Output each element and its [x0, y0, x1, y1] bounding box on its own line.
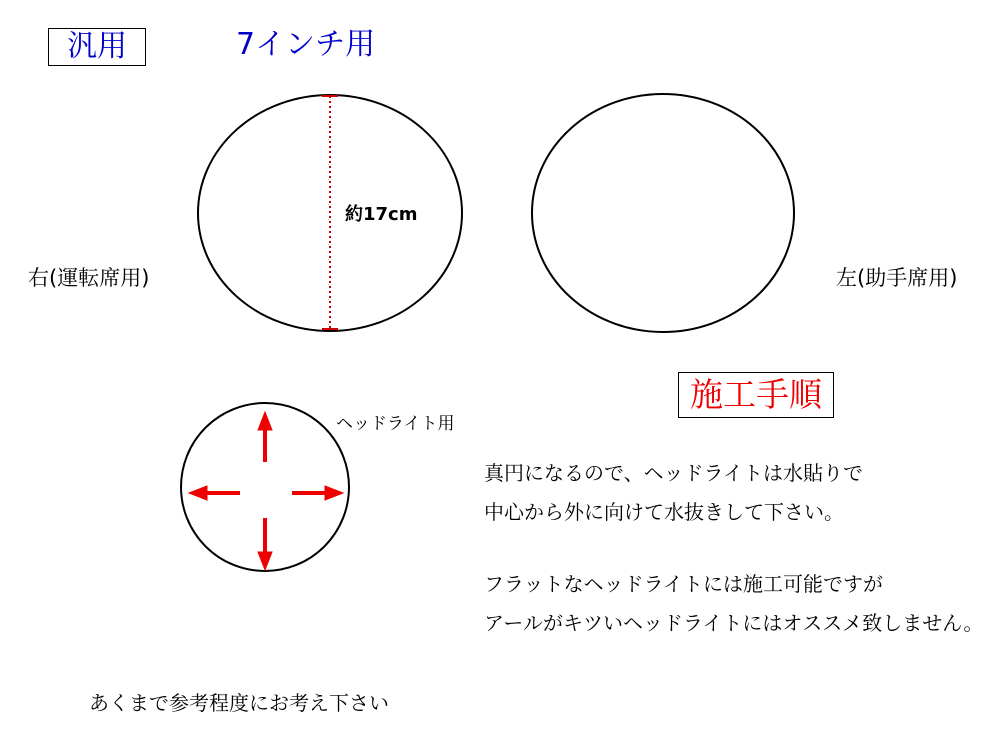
down-arrow-icon [258, 518, 272, 570]
right-arrow-icon [292, 486, 343, 500]
instructions-heading: 施工手順 [678, 372, 834, 418]
right-template-label: 右(運転席用) [28, 266, 150, 290]
instruction-line: アールがキツいヘッドライトにはオススメ致しません。 [484, 611, 984, 635]
dimension-line [322, 96, 338, 329]
instruction-line: 中心から外に向けて水抜きして下さい。 [484, 500, 844, 524]
category-label: 汎用 [48, 28, 146, 66]
instruction-line: 真円になるので、ヘッドライトは水貼りで [484, 461, 863, 485]
instruction-line: フラットなヘッドライトには施工可能ですが [484, 572, 883, 596]
headlight-label: ヘッドライト用 [336, 414, 455, 434]
left-template-label: 左(助手席用) [836, 266, 958, 290]
dimension-label: 約17cm [345, 204, 418, 225]
footnote: あくまで参考程度にお考え下さい [89, 691, 389, 715]
up-arrow-icon [258, 412, 272, 462]
size-label: 7インチ用 [236, 27, 376, 62]
left-template-circle [532, 94, 794, 332]
left-arrow-icon [189, 486, 240, 500]
